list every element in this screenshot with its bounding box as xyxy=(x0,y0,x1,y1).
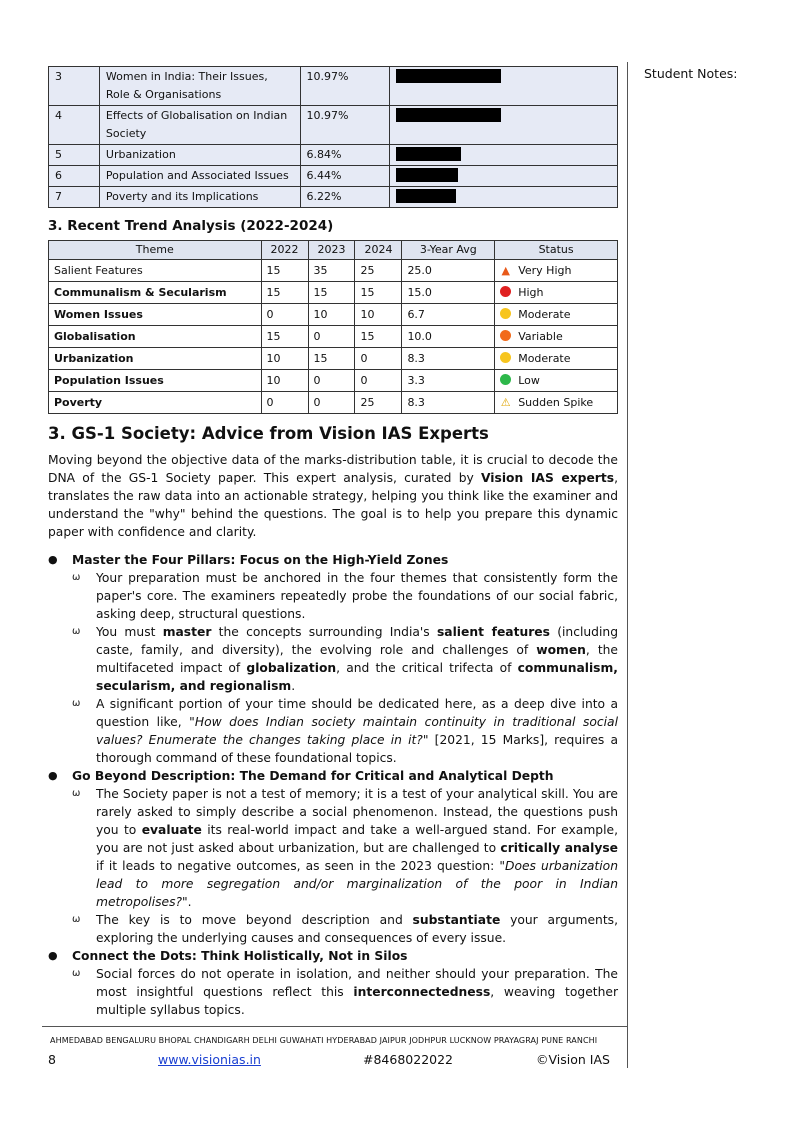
share-bar xyxy=(396,108,501,122)
share-cell: 6.84% xyxy=(300,145,390,166)
status-cell xyxy=(495,370,618,392)
share-cell: 10.97% xyxy=(300,106,390,145)
bar-cell xyxy=(390,187,618,208)
value-cell: 10 xyxy=(261,370,308,392)
status-label: Very High xyxy=(518,264,572,277)
value-cell: 0 xyxy=(355,370,402,392)
column-header: Status xyxy=(495,241,618,260)
status-cell xyxy=(495,326,618,348)
notes-divider xyxy=(627,62,628,1068)
trend-heading: 3. Recent Trend Analysis (2022-2024) xyxy=(48,218,334,234)
yellow-circle-icon xyxy=(500,352,511,363)
sub-bullet-icon: ω xyxy=(72,914,81,925)
text-run: Your preparation must be anchored in the four themes that consistently form the paper's core. The examiners repeatedly probe the foundations of our social fabric, asking deep, structural questions. xyxy=(96,571,618,621)
sub-list-item xyxy=(72,911,618,947)
yellow-circle-icon xyxy=(500,308,511,319)
theme-cell: Population and Associated Issues xyxy=(99,166,300,187)
theme-cell: Salient Features xyxy=(49,260,262,282)
value-cell: 6.7 xyxy=(402,304,495,326)
status-cell xyxy=(495,392,618,414)
value-cell: 15 xyxy=(355,282,402,304)
student-notes-label: Student Notes: xyxy=(644,66,738,81)
value-cell: 35 xyxy=(308,260,355,282)
share-cell: 10.97% xyxy=(300,67,390,106)
text-run: , weaving together multiple syllabus topics. xyxy=(96,985,618,1017)
status-label: Variable xyxy=(518,330,563,343)
sub-bullet-icon: ω xyxy=(72,698,81,709)
sub-list xyxy=(72,569,618,767)
list-item xyxy=(48,767,618,947)
value-cell: 10 xyxy=(355,304,402,326)
value-cell: 15 xyxy=(261,282,308,304)
value-cell: 25 xyxy=(355,260,402,282)
list-item xyxy=(48,947,618,1019)
value-cell: 0 xyxy=(261,304,308,326)
bold-text: salient features xyxy=(436,625,550,639)
text-run: its real-world impact and take a well-argued stand. For example, you are not just asked about urbanization, but are challenged to xyxy=(96,823,618,855)
text-run: The key is to move beyond description and xyxy=(96,913,413,927)
sub-list-item xyxy=(72,785,618,911)
value-cell: 15 xyxy=(261,326,308,348)
bold-text: master xyxy=(162,625,212,639)
orange-circle-icon xyxy=(500,330,511,341)
trend-header-row xyxy=(49,241,618,260)
sub-list-item xyxy=(72,569,618,623)
bar-cell xyxy=(390,145,618,166)
bullet-icon: ● xyxy=(48,949,58,962)
advice-heading: 3. GS-1 Society: Advice from Vision IAS Experts xyxy=(48,424,489,443)
table-row xyxy=(49,348,618,370)
status-cell xyxy=(495,282,618,304)
value-cell: 10 xyxy=(261,348,308,370)
value-cell: 15 xyxy=(261,260,308,282)
sub-bullet-icon: ω xyxy=(72,572,81,583)
text-run: the concepts surrounding India's xyxy=(211,625,437,639)
italic-quote: "How does Indian society maintain continuity in traditional social values? Enumerate the changes taking place in it?" xyxy=(96,715,619,747)
advice-intro xyxy=(48,451,618,541)
table-row xyxy=(49,106,618,145)
column-header: 2023 xyxy=(308,241,355,260)
fire-icon: ▲ xyxy=(501,264,510,277)
warning-icon: ⚠ xyxy=(500,396,511,409)
footer-cities: AHMEDABAD BENGALURU BHOPAL CHANDIGARH DELHI GUWAHATI HYDERABAD JAIPUR JODHPUR LUCKNOW PRAYAGRAJ PUNE RANCHI xyxy=(50,1036,598,1045)
value-cell: 15 xyxy=(355,326,402,348)
text-run: . xyxy=(187,895,192,909)
bullet-icon: ● xyxy=(48,553,58,566)
rank-cell: 6 xyxy=(49,166,100,187)
page-number: 8 xyxy=(48,1052,56,1067)
text-run: , the multifaceted impact of xyxy=(96,643,618,675)
rank-cell: 3 xyxy=(49,67,100,106)
sub-list-item xyxy=(72,695,618,767)
value-cell: 25 xyxy=(355,392,402,414)
advice-list xyxy=(48,551,618,1019)
sub-bullet-icon: ω xyxy=(72,788,81,799)
text-run: [2021, 15 Marks], requires a thorough command of these foundational topics. xyxy=(96,733,618,765)
theme-cell: Globalisation xyxy=(49,326,262,348)
table-row xyxy=(49,370,618,392)
text-run: The Society paper is not a test of memory; it is a test of your analytical skill. You are rarely asked to simply describe a social phenomenon. Instead, the questions push you to xyxy=(96,787,618,837)
sub-bullet-icon: ω xyxy=(72,626,81,637)
bar-cell xyxy=(390,166,618,187)
table-row xyxy=(49,166,618,187)
theme-cell: Poverty and its Implications xyxy=(99,187,300,208)
marks-distribution-table xyxy=(48,66,618,208)
value-cell: 25.0 xyxy=(402,260,495,282)
value-cell: 8.3 xyxy=(402,392,495,414)
sub-list xyxy=(72,785,618,947)
bullet-heading: Connect the Dots: Think Holistically, Not in Silos xyxy=(72,949,408,963)
rank-cell: 7 xyxy=(49,187,100,208)
website-link[interactable]: www.visionias.in xyxy=(158,1052,261,1067)
value-cell: 10.0 xyxy=(402,326,495,348)
column-header: 3-Year Avg xyxy=(402,241,495,260)
bullet-icon: ● xyxy=(48,769,58,782)
sub-bullet-icon: ω xyxy=(72,968,81,979)
share-cell: 6.44% xyxy=(300,166,390,187)
bold-text: globalization xyxy=(246,661,337,675)
text-run: Moving beyond the objective data of the marks-distribution table, it is crucial to decode the DNA of the GS-1 Society paper. This expert analysis, curated by xyxy=(48,453,618,485)
table-row xyxy=(49,392,618,414)
text-run: (including caste, family, and diversity), the evolving role and challenges of xyxy=(96,625,618,657)
value-cell: 0 xyxy=(308,370,355,392)
bold-text: critically analyse xyxy=(500,841,618,855)
table-row xyxy=(49,304,618,326)
bold-text: Vision IAS experts xyxy=(481,471,615,485)
value-cell: 15 xyxy=(308,348,355,370)
footer-phone: #8468022022 xyxy=(363,1052,454,1067)
bar-cell xyxy=(390,67,618,106)
status-label: High xyxy=(518,286,544,299)
value-cell: 15 xyxy=(308,282,355,304)
value-cell: 0 xyxy=(261,392,308,414)
text-run: You must xyxy=(96,625,163,639)
theme-cell: Communalism & Secularism xyxy=(49,282,262,304)
value-cell: 0 xyxy=(308,326,355,348)
text-run: A significant portion of your time should be dedicated here, as a deep dive into a question like, xyxy=(96,697,618,729)
column-header: 2024 xyxy=(355,241,402,260)
status-cell xyxy=(495,304,618,326)
trend-table xyxy=(48,240,618,414)
share-bar xyxy=(396,147,461,161)
sub-list xyxy=(72,965,618,1019)
value-cell: 3.3 xyxy=(402,370,495,392)
bold-text: communalism, secularism, and regionalism xyxy=(96,661,618,693)
value-cell: 0 xyxy=(355,348,402,370)
share-cell: 6.22% xyxy=(300,187,390,208)
column-header: 2022 xyxy=(261,241,308,260)
theme-cell: Population Issues xyxy=(49,370,262,392)
list-item xyxy=(48,551,618,767)
table-row xyxy=(49,145,618,166)
status-label: Sudden Spike xyxy=(518,396,594,409)
red-circle-icon xyxy=(500,286,511,297)
status-cell xyxy=(495,348,618,370)
table-row xyxy=(49,187,618,208)
column-header: Theme xyxy=(49,241,262,260)
bold-text: substantiate xyxy=(412,913,501,927)
value-cell: 0 xyxy=(308,392,355,414)
bullet-heading: Master the Four Pillars: Focus on the High-Yield Zones xyxy=(72,553,449,567)
share-bar xyxy=(396,168,458,182)
status-label: Moderate xyxy=(518,352,571,365)
theme-cell: Urbanization xyxy=(49,348,262,370)
bold-text: women xyxy=(536,643,586,657)
sub-list-item xyxy=(72,623,618,695)
status-cell xyxy=(495,260,618,282)
bold-text: interconnectedness xyxy=(353,985,491,999)
theme-cell: Women Issues xyxy=(49,304,262,326)
status-label: Low xyxy=(518,374,540,387)
share-bar xyxy=(396,189,456,203)
rank-cell: 4 xyxy=(49,106,100,145)
table-row xyxy=(49,326,618,348)
table-row xyxy=(49,67,618,106)
value-cell: 8.3 xyxy=(402,348,495,370)
text-run: Social forces do not operate in isolation, and neither should your preparation. The most insightful questions reflect this xyxy=(96,967,618,999)
sub-list-item xyxy=(72,965,618,1019)
text-run: your arguments, exploring the underlying causes and consequences of every issue. xyxy=(96,913,618,945)
italic-quote: "Does urbanization lead to more segregation and/or marginalization of the poor in Indian metropolises?" xyxy=(96,859,618,909)
bar-cell xyxy=(390,106,618,145)
theme-cell: Poverty xyxy=(49,392,262,414)
green-circle-icon xyxy=(500,374,511,385)
rank-cell: 5 xyxy=(49,145,100,166)
text-run: if it leads to negative outcomes, as seen in the 2023 question: xyxy=(96,859,500,873)
text-run: . xyxy=(291,679,296,693)
status-label: Moderate xyxy=(518,308,571,321)
theme-cell: Urbanization xyxy=(99,145,300,166)
bullet-heading: Go Beyond Description: The Demand for Critical and Analytical Depth xyxy=(72,769,554,783)
main-content xyxy=(48,66,618,1019)
text-run: , translates the raw data into an actionable strategy, helping you think like the examiner and understand the "why" behind the questions. The goal is to help you prepare this dynamic paper with confidence and clarity. xyxy=(48,471,618,539)
theme-cell: Effects of Globalisation on Indian Society xyxy=(99,106,300,145)
value-cell: 10 xyxy=(308,304,355,326)
value-cell: 15.0 xyxy=(402,282,495,304)
footer-divider xyxy=(42,1026,628,1027)
share-bar xyxy=(396,69,501,83)
bold-text: evaluate xyxy=(141,823,202,837)
text-run: , and the critical trifecta of xyxy=(336,661,518,675)
theme-cell: Women in India: Their Issues, Role & Organisations xyxy=(99,67,300,106)
table-row xyxy=(49,282,618,304)
footer-copyright: ©Vision IAS xyxy=(536,1052,610,1067)
table-row xyxy=(49,260,618,282)
